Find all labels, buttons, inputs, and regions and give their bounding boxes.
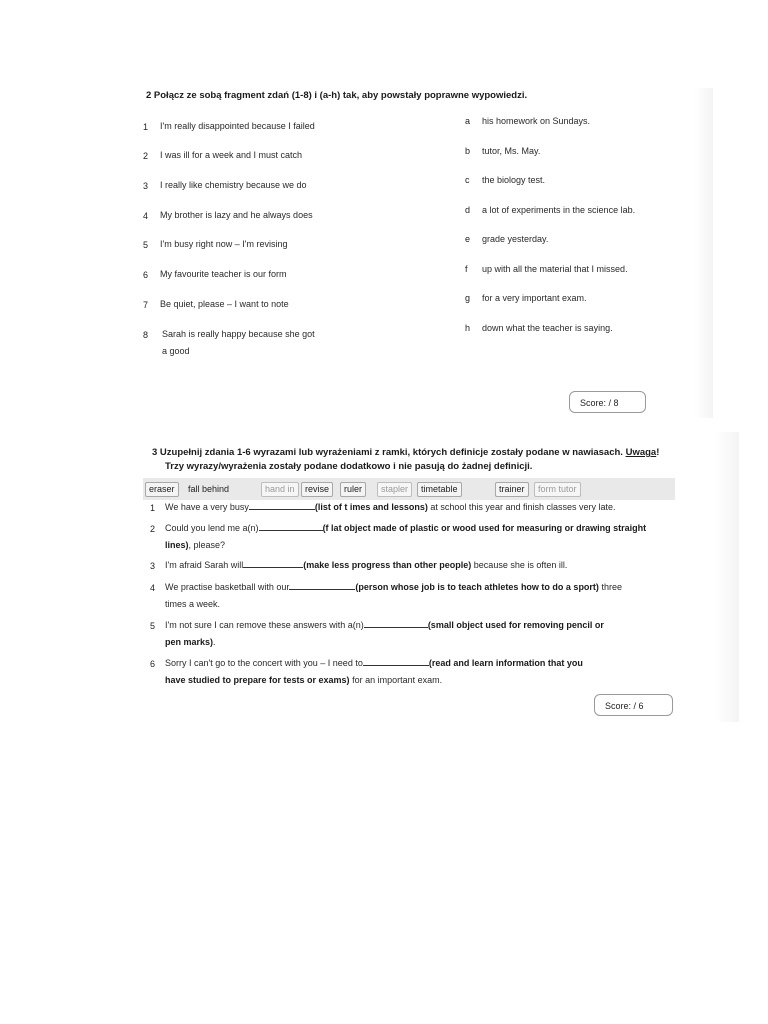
question-4 bbox=[165, 579, 685, 613]
ending-letter: h bbox=[465, 323, 471, 333]
question-text: Could you lend me a(n) bbox=[165, 523, 259, 533]
answer-blank[interactable] bbox=[364, 618, 428, 628]
start-number: 7 bbox=[143, 300, 149, 310]
exercise-3-title: 3 Uzupełnij zdania 1-6 wyrazami lub wyrażeniami z ramki, których definicje zostały podane w nawiasach. Uwaga! Trzy wyrazy/wyrażenia zostały podane dodatkowo i nie pasują do żadnej definicji. bbox=[152, 447, 660, 472]
exercise-3-warning: Uwaga bbox=[625, 447, 657, 458]
ending-text: the biology test. bbox=[482, 175, 546, 185]
ending-letter: c bbox=[465, 175, 470, 185]
start-text: My favourite teacher is our form bbox=[160, 269, 287, 279]
ending-letter: e bbox=[465, 234, 471, 244]
scan-edge-top bbox=[695, 88, 713, 418]
ending-text: for a very important exam. bbox=[482, 293, 587, 303]
question-text: We have a very busy bbox=[165, 502, 249, 512]
ending-letter: d bbox=[465, 205, 471, 215]
exercise-3-score: Score: / 6 bbox=[594, 694, 673, 716]
start-number: 2 bbox=[143, 151, 149, 161]
word-ruler: ruler bbox=[340, 482, 366, 497]
definition-hint: (make less progress than other people) bbox=[303, 560, 472, 570]
definition-hint: (list of t imes and lessons) bbox=[314, 502, 428, 512]
start-number: 6 bbox=[143, 270, 149, 280]
start-number: 8 bbox=[143, 330, 149, 340]
word-stapler: stapler bbox=[377, 482, 412, 497]
start-number: 3 bbox=[143, 181, 149, 191]
definition-hint: (person whose job is to teach athletes how to do a sport) bbox=[355, 582, 599, 592]
question-1 bbox=[165, 499, 685, 516]
answer-blank[interactable] bbox=[243, 558, 303, 568]
ending-text: his homework on Sundays. bbox=[482, 116, 591, 126]
exercise-3-note: Trzy wyrazy/wyrażenia zostały podane dodatkowo i nie pasują do żadnej definicji. bbox=[165, 461, 533, 472]
answer-blank[interactable] bbox=[259, 521, 323, 531]
answer-blank[interactable] bbox=[289, 580, 355, 590]
question-text-end: at school this year and finish classes very late. bbox=[427, 502, 616, 512]
start-text: Be quiet, please – I want to note bbox=[160, 299, 289, 309]
question-text-line2: times a week. bbox=[165, 599, 221, 609]
ending-text: tutor, Ms. May. bbox=[482, 146, 541, 156]
question-text: I'm afraid Sarah will bbox=[165, 560, 244, 570]
word-revise: revise bbox=[301, 482, 333, 497]
word-timetable: timetable bbox=[417, 482, 462, 497]
ending-text: grade yesterday. bbox=[482, 234, 549, 244]
question-text: We practise basketball with our bbox=[165, 582, 290, 592]
start-text: I was ill for a week and I must catch bbox=[160, 150, 303, 160]
start-text: I'm busy right now – I'm revising bbox=[160, 239, 288, 249]
definition-hint-end: have studied to prepare for tests or exams) bbox=[165, 675, 350, 685]
definition-hint-end: lines) bbox=[165, 540, 189, 550]
word-fall-behind: fall behind bbox=[188, 484, 230, 494]
ending-letter: a bbox=[465, 116, 471, 126]
question-text-end: three bbox=[598, 582, 622, 592]
question-number: 6 bbox=[150, 659, 156, 669]
question-3 bbox=[165, 557, 685, 574]
answer-blank[interactable] bbox=[249, 500, 315, 510]
question-number: 3 bbox=[150, 561, 156, 571]
word-hand-in: hand in bbox=[261, 482, 299, 497]
question-text-end: , please? bbox=[188, 540, 226, 550]
ending-letter: g bbox=[465, 293, 471, 303]
start-text: I'm really disappointed because I failed bbox=[160, 121, 315, 131]
question-2 bbox=[165, 520, 705, 554]
start-text: I really like chemistry because we do bbox=[160, 180, 307, 190]
definition-hint: (small object used for removing pencil or bbox=[427, 620, 604, 630]
definition-hint-end: pen marks) bbox=[165, 637, 214, 647]
question-text: Sorry I can't go to the concert with you – I need to bbox=[165, 658, 363, 668]
question-5 bbox=[165, 617, 685, 651]
exercise-2-score: Score: / 8 bbox=[569, 391, 646, 413]
question-text: I'm not sure I can remove these answers with a(n) bbox=[165, 620, 364, 630]
start-text: My brother is lazy and he always does bbox=[160, 210, 313, 220]
answer-blank[interactable] bbox=[363, 656, 429, 666]
word-eraser: eraser bbox=[145, 482, 179, 497]
start-text: Sarah is really happy because she got bbox=[162, 329, 315, 339]
start-text-continued: a good bbox=[162, 346, 190, 356]
start-number: 4 bbox=[143, 211, 149, 221]
ending-letter: b bbox=[465, 146, 471, 156]
question-6 bbox=[165, 655, 685, 689]
start-number: 5 bbox=[143, 240, 149, 250]
start-number: 1 bbox=[143, 122, 149, 132]
question-number: 4 bbox=[150, 583, 156, 593]
exercise-3-instruction: 3 Uzupełnij zdania 1-6 wyrazami lub wyrażeniami z ramki, których definicje zostały podane w nawiasach. bbox=[152, 447, 623, 458]
question-number: 2 bbox=[150, 524, 156, 534]
question-number: 1 bbox=[150, 503, 156, 513]
question-text-end: for an important exam. bbox=[349, 675, 443, 685]
question-number: 5 bbox=[150, 621, 156, 631]
definition-hint: (f lat object made of plastic or wood used for measuring or drawing straight bbox=[322, 523, 647, 533]
question-text-end: . bbox=[213, 637, 216, 647]
ending-text: a lot of experiments in the science lab. bbox=[482, 205, 636, 215]
scan-edge-bottom bbox=[715, 432, 739, 722]
ending-text: up with all the material that I missed. bbox=[482, 264, 628, 274]
ending-text: down what the teacher is saying. bbox=[482, 323, 613, 333]
ending-letter: f bbox=[465, 264, 468, 274]
question-text-end: because she is often ill. bbox=[471, 560, 568, 570]
word-form-tutor: form tutor bbox=[534, 482, 581, 497]
word-trainer: trainer bbox=[495, 482, 529, 497]
definition-hint: (read and learn information that you bbox=[428, 658, 583, 668]
exercise-2-title: 2 Połącz ze sobą fragment zdań (1-8) i (a-h) tak, aby powstały poprawne wypowiedzi. bbox=[146, 90, 528, 101]
